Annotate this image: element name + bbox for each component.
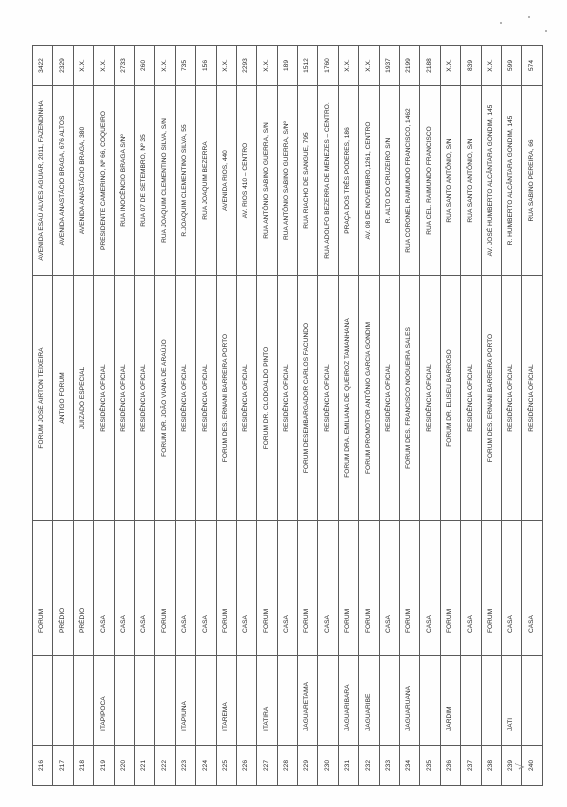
table-row	[501, 46, 521, 786]
row-number-cell: 216	[33, 746, 53, 786]
area-cell: X.X.	[257, 46, 277, 86]
property-name-cell: FORUM DES. ERNANI BARREIRA PORTO	[481, 276, 501, 521]
property-name-cell: ANTIGO FORUM	[53, 276, 73, 521]
row-number-cell: 222	[155, 746, 175, 786]
table-row	[277, 46, 297, 786]
property-type-cell: CASA	[175, 521, 195, 656]
address-cell: PRESIDENTE CAMERINO, Nº 66, COQUEIRO	[94, 86, 114, 276]
table-row	[196, 46, 216, 786]
row-number-cell: 232	[359, 746, 379, 786]
property-type-cell: CASA	[318, 521, 338, 656]
property-name-cell: RESIDÊNCIA OFICIAL	[501, 276, 521, 521]
property-type-cell: FORUM	[338, 521, 358, 656]
property-type-cell: CASA	[420, 521, 440, 656]
row-number-cell: 223	[175, 746, 195, 786]
table-row	[379, 46, 399, 786]
property-type-cell: FORUM	[298, 521, 318, 656]
table-row	[175, 46, 195, 786]
property-type-cell: CASA	[94, 521, 114, 656]
property-name-cell: FORUM DRA. EMILIANA DE QUEIROZ TAMANHANA	[338, 276, 358, 521]
property-table-body	[33, 46, 543, 786]
city-cell	[134, 656, 154, 746]
address-cell: AVENIDA RIOS, 440	[216, 86, 236, 276]
address-cell: AV. RIOS 410 – CENTRO	[236, 86, 256, 276]
table-row	[461, 46, 481, 786]
property-type-cell: FORUM	[155, 521, 175, 656]
property-name-cell: RESIDÊNCIA OFICIAL	[196, 276, 216, 521]
table-row	[338, 46, 358, 786]
property-name-cell: JUIZADO ESPECIAL	[73, 276, 93, 521]
table-row	[94, 46, 114, 786]
city-cell: JAGUARETAMA	[298, 656, 318, 746]
table-row	[481, 46, 501, 786]
area-cell: 3422	[33, 46, 53, 86]
city-cell	[481, 656, 501, 746]
property-name-cell: FORUM PROMOTOR ANTÔNIO GARCIA GONDIM	[359, 276, 379, 521]
address-cell: PRAÇA DOS TRÊS PODERES, 186	[338, 86, 358, 276]
row-number-cell: 221	[134, 746, 154, 786]
property-type-cell: PRÉDIO	[73, 521, 93, 656]
property-type-cell: CASA	[501, 521, 521, 656]
area-cell: X.X.	[94, 46, 114, 86]
address-cell: RUA SANTO ANTÔNIO, S/N	[461, 86, 481, 276]
city-cell	[277, 656, 297, 746]
property-type-cell: FORUM	[359, 521, 379, 656]
table-row	[33, 46, 53, 786]
handwritten-check-mark: √	[514, 762, 527, 770]
property-name-cell: FORUM DR. CLODOALDO PINTO	[257, 276, 277, 521]
area-cell: X.X.	[359, 46, 379, 86]
property-type-cell: FORUM	[257, 521, 277, 656]
area-cell: 1512	[298, 46, 318, 86]
city-cell	[155, 656, 175, 746]
city-cell	[236, 656, 256, 746]
row-number-cell: 231	[338, 746, 358, 786]
table-row	[257, 46, 277, 786]
row-number-cell: 238	[481, 746, 501, 786]
address-cell: AV. 08 DE NOVEMBRO,1261, CENTRO	[359, 86, 379, 276]
row-number-cell: 225	[216, 746, 236, 786]
address-cell: AVENIDA ESAÚ ALVES AGUIAR, 2011, FAZENDINHA	[33, 86, 53, 276]
property-type-cell: CASA	[196, 521, 216, 656]
address-cell: RUA SABINO PEREIRA, 66	[522, 86, 543, 276]
city-cell: ITATIRA	[257, 656, 277, 746]
table-row	[236, 46, 256, 786]
area-cell: 260	[134, 46, 154, 86]
address-cell: RUA ANTÔNIO SABINO GUERRA, S/Nº	[277, 86, 297, 276]
city-cell	[420, 656, 440, 746]
area-cell: 189	[277, 46, 297, 86]
row-number-cell: 218	[73, 746, 93, 786]
address-cell: R.JOAQUIM CLEMENTINO SILVA, 55	[175, 86, 195, 276]
row-number-cell: 220	[114, 746, 134, 786]
property-name-cell: RESIDÊNCIA OFICIAL	[461, 276, 481, 521]
property-name-cell: FORUM DR. JOÃO VIANA DE ARAÚJO	[155, 276, 175, 521]
area-cell: X.X.	[338, 46, 358, 86]
city-cell	[379, 656, 399, 746]
table-row	[400, 46, 420, 786]
row-number-cell: 239	[501, 746, 521, 786]
address-cell: RUA RIACHO DE SANGUE, 795	[298, 86, 318, 276]
property-name-cell: RESIDÊNCIA OFICIAL	[420, 276, 440, 521]
area-cell: 2293	[236, 46, 256, 86]
address-cell: AVENIDA ANASTÁCIO BRAGA, 676 ALTOS	[53, 86, 73, 276]
address-cell: R. HUMBERTO ALCÂNTARA GONDIM, 145	[501, 86, 521, 276]
city-cell: JAGUARIBARA	[338, 656, 358, 746]
row-number-cell: 229	[298, 746, 318, 786]
row-number-cell: 219	[94, 746, 114, 786]
area-cell: 574	[522, 46, 543, 86]
city-cell: JARDIM	[440, 656, 460, 746]
city-cell	[522, 656, 543, 746]
property-type-cell: CASA	[522, 521, 543, 656]
city-cell: ITAREMA	[216, 656, 236, 746]
area-cell: X.X.	[73, 46, 93, 86]
city-cell	[53, 656, 73, 746]
property-name-cell: FORUM DES. ERNANI BARREIRA PORTO	[216, 276, 236, 521]
property-type-cell: FORUM	[481, 521, 501, 656]
property-type-cell: CASA	[461, 521, 481, 656]
scan-speck	[528, 16, 530, 18]
area-cell: X.X.	[155, 46, 175, 86]
city-cell: ITAPIUNA	[175, 656, 195, 746]
property-type-cell: FORUM	[33, 521, 53, 656]
city-cell: JATI	[501, 656, 521, 746]
property-name-cell: FORUM DES. FRANCISCO NOGUEIRA SALES	[400, 276, 420, 521]
city-cell	[33, 656, 53, 746]
property-type-cell: FORUM	[400, 521, 420, 656]
property-type-cell: CASA	[379, 521, 399, 656]
address-cell: RUA ADOLFO BEZERRA DE MENEZES – CENTRO.	[318, 86, 338, 276]
table-row	[114, 46, 134, 786]
row-number-cell: 237	[461, 746, 481, 786]
row-number-cell: 217	[53, 746, 73, 786]
city-cell	[461, 656, 481, 746]
address-cell: R. ALTO DO CRUZEIRO S/N	[379, 86, 399, 276]
city-cell: JAGUARIBE	[359, 656, 379, 746]
area-cell: 156	[196, 46, 216, 86]
city-cell	[73, 656, 93, 746]
address-cell: RUA CEL. RAIMUNDO FRANCISCO	[420, 86, 440, 276]
property-type-cell: FORUM	[216, 521, 236, 656]
table-row	[134, 46, 154, 786]
property-name-cell: RESIDÊNCIA OFICIAL	[277, 276, 297, 521]
address-cell: RUA INOCÊNCIO BRAGA S/Nº	[114, 86, 134, 276]
address-cell: RUA JOAQUIM CLEMENTINO SILVA, S/N	[155, 86, 175, 276]
property-name-cell: RESIDÊNCIA OFICIAL	[134, 276, 154, 521]
area-cell: X.X.	[440, 46, 460, 86]
address-cell: RUA ANTÔNIO SABINO GUERRA, S/N	[257, 86, 277, 276]
area-cell: 2329	[53, 46, 73, 86]
area-cell: X.X.	[481, 46, 501, 86]
row-number-cell: 226	[236, 746, 256, 786]
table-row	[440, 46, 460, 786]
property-name-cell: RESIDÊNCIA OFICIAL	[114, 276, 134, 521]
property-name-cell: RESIDÊNCIA OFICIAL	[318, 276, 338, 521]
row-number-cell: 240	[522, 746, 543, 786]
scan-speck	[500, 22, 502, 24]
table-row	[53, 46, 73, 786]
table-row	[298, 46, 318, 786]
area-cell: 2733	[114, 46, 134, 86]
property-name-cell: FORUM DR. ELISEU BARROSO	[440, 276, 460, 521]
property-name-cell: FORUM DESEMBARGADOR CARLOS FACUNDO	[298, 276, 318, 521]
row-number-cell: 236	[440, 746, 460, 786]
property-type-cell: CASA	[236, 521, 256, 656]
area-cell: X.X.	[216, 46, 236, 86]
table-row	[73, 46, 93, 786]
area-cell: 839	[461, 46, 481, 86]
property-table	[32, 45, 543, 786]
property-type-cell: FORUM	[440, 521, 460, 656]
table-row	[155, 46, 175, 786]
table-row	[318, 46, 338, 786]
address-cell: RUA JOAQUIM BEZERRA	[196, 86, 216, 276]
property-name-cell: RESIDÊNCIA OFICIAL	[522, 276, 543, 521]
rotated-table-frame	[32, 46, 543, 786]
table-row	[359, 46, 379, 786]
address-cell: RUA SANTO ANTÔNIO, S/N	[440, 86, 460, 276]
row-number-cell: 227	[257, 746, 277, 786]
area-cell: 2199	[400, 46, 420, 86]
area-cell: 1760	[318, 46, 338, 86]
address-cell: RUA 07 DE SETEMBRO, Nº 35	[134, 86, 154, 276]
row-number-cell: 234	[400, 746, 420, 786]
address-cell: RUA CORONEL RAIMUNDO FRANCISCO, 1462	[400, 86, 420, 276]
city-cell	[318, 656, 338, 746]
property-name-cell: RESIDÊNCIA OFICIAL	[94, 276, 114, 521]
city-cell	[196, 656, 216, 746]
table-row	[216, 46, 236, 786]
scan-speck	[545, 30, 547, 32]
property-name-cell: RESIDÊNCIA OFICIAL	[175, 276, 195, 521]
property-type-cell: CASA	[134, 521, 154, 656]
property-name-cell: RESIDÊNCIA OFICIAL	[379, 276, 399, 521]
property-name-cell: RESIDÊNCIA OFICIAL	[236, 276, 256, 521]
area-cell: 1937	[379, 46, 399, 86]
row-number-cell: 230	[318, 746, 338, 786]
row-number-cell: 224	[196, 746, 216, 786]
table-row	[522, 46, 543, 786]
city-cell	[114, 656, 134, 746]
property-type-cell: CASA	[114, 521, 134, 656]
property-type-cell: PRÉDIO	[53, 521, 73, 656]
area-cell: 599	[501, 46, 521, 86]
property-type-cell: CASA	[277, 521, 297, 656]
address-cell: AV. JOSÉ HUMBERTO ALCÂNTARA GONDIM, 145	[481, 86, 501, 276]
address-cell: AVENIDA ANASTÁCIO BRAGA, 380	[73, 86, 93, 276]
city-cell: ITAPIPOCA	[94, 656, 114, 746]
row-number-cell: 235	[420, 746, 440, 786]
area-cell: 735	[175, 46, 195, 86]
row-number-cell: 228	[277, 746, 297, 786]
city-cell: JAGUARUANA	[400, 656, 420, 746]
property-name-cell: FORUM JOSÉ AIRTON TEIXEIRA	[33, 276, 53, 521]
row-number-cell: 233	[379, 746, 399, 786]
area-cell: 2188	[420, 46, 440, 86]
table-row	[420, 46, 440, 786]
